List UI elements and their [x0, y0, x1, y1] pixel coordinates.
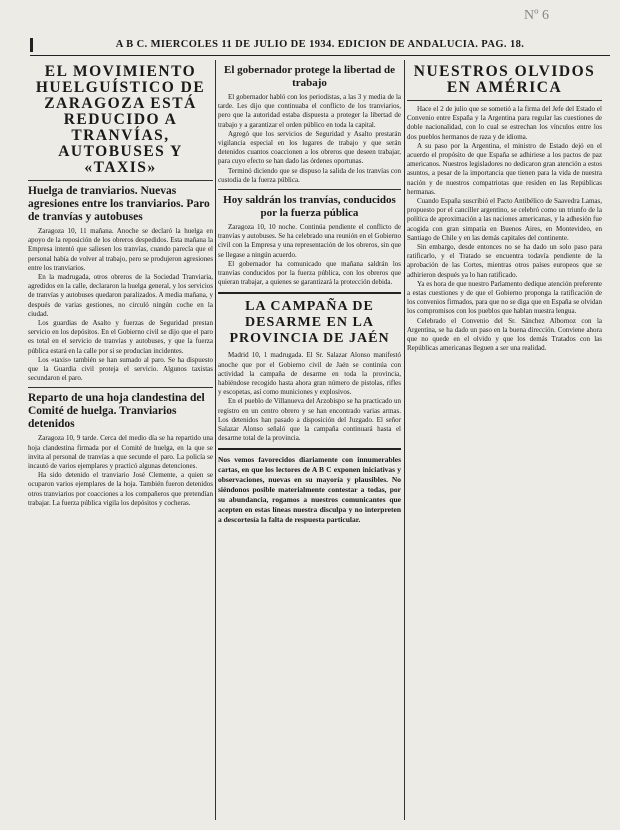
headline-olvidos-america: NUESTROS OLVIDOS EN AMÉRICA: [413, 63, 596, 96]
article-paragraph: Celebrado el Convenio del Sr. Sánchez Albornoz con la Argentina, se ha dado un paso en la buena dirección. Conviene ahora que no quede en el olvido y que los demás Tratados con las Repúblicas americanas lleguen a ser una realidad.: [407, 316, 602, 353]
article-paragraph: Madrid 10, 1 madrugada. El Sr. Salazar Alonso manifestó anoche que por el Gobierno civil de Jaén se continúa con actividad la campaña de desarme en toda la provincia, habiéndose recogido hasta ahora gran número de pistolas, rifles y escopetas, así como municiones y explosivos.: [218, 351, 401, 397]
subhead-hoja-clandestina: Reparto de una hoja clandestina del Comité de huelga. Tranviarios detenidos: [28, 392, 205, 431]
article-paragraph: Zaragoza 10, 10 noche. Continúa pendiente el conflicto de tranvías y autobuses. Se ha celebrado una reunión en el Gobierno civil con la Empresa y una representación de los obreros, sin que se llegase a ningún acuerdo.: [218, 223, 401, 259]
divider: [218, 292, 401, 294]
divider: [218, 448, 401, 450]
article-paragraph: Cuando España suscribió el Pacto Antibélico de Saavedra Lamas, propuesto por el canciller argentino, se celebró como un triunfo de la política de aproximación a las naciones americanas, y la adhesión fue acogida con gran simpatía en Buenos Aires, en Montevideo, en Santiago de Chile y en las demás capitales del continente.: [407, 197, 602, 242]
article-paragraph: Hace el 2 de julio que se sometió a la firma del Jefe del Estado el Convenio entre España y la Argentina para regular las cuestiones de doble nacionalidad, con lo cual se estrechan los vínculos entre los dos pueblos hermanos de raza y de idioma.: [407, 105, 602, 141]
column-rule-1: [215, 60, 216, 820]
divider: [28, 387, 213, 388]
article-paragraph: En el pueblo de Villanueva del Arzobispo se ha practicado un registro en un centro obrero y se han encontrado varias armas. Los detenidos han pasado a disposición del Juzgado. El señor Salazar Alonso señaló que la campaña continuará hasta el desarme total de la provincia.: [218, 397, 401, 443]
headline-gobernador: El gobernador protege la libertad de trabajo: [223, 64, 395, 89]
subhead-tranviarios: Huelga de tranviarios. Nuevas agresiones entre los tranviarios. Paro de tranvías y autobuses: [28, 185, 210, 223]
headline-huelga-zaragoza: EL MOVIMIENTO HUELGUÍSTICO DE ZARAGOZA ESTÁ REDUCIDO A TRANVÍAS, AUTOBUSES Y «TAXIS»: [35, 63, 206, 176]
headline-desarme-jaen: LA CAMPAÑA DE DESARME EN LA PROVINCIA DE JAÉN: [229, 299, 390, 347]
divider: [407, 100, 602, 101]
column-2: [218, 60, 401, 822]
article-paragraph: A su paso por la Argentina, el ministro de Estado dejó en el acuerdo el propósito de que España se adhiriese a los pactos de paz americanos. Nuestros legisladores no dedicaron gran atención a estos asuntos, a pesar de la importancia que tienen para la vida de nuestra nación y de nuestros compatriotas que residen en las Repúblicas hermanas.: [407, 141, 602, 196]
article-paragraph: Los guardias de Asalto y fuerzas de Seguridad prestan servicio en los depósitos. En el Gobierno civil se dijo que el paro es total en el servicio de tranvías y autobuses, y que la fuerza pública estará en la calle por si se producían incidentes.: [28, 319, 213, 355]
article-paragraph: Terminó diciendo que se dispuso la salida de los tranvías con custodia de la fuerza pública.: [218, 166, 401, 184]
article-paragraph: En la madrugada, otros obreros de la Sociedad Tranviaria, agredidos en la calle, declararon la huelga general, y los servicios de tranvías y autobuses quedaron paralizados. A media mañana, y después de varias gestiones, no circuló ningún coche en la ciudad.: [28, 273, 213, 318]
divider: [218, 189, 401, 190]
column-3: [407, 60, 602, 822]
article-paragraph: Zaragoza 10, 11 mañana. Anoche se declaró la huelga en apoyo de la reposición de los obreros despedidos. Esta mañana la Empresa intentó que saliesen los tranvías, cuando parecía que el personal había de volver al trabajo, pero se produjeron agresiones entre los tranviarios.: [28, 227, 213, 272]
column-1: [28, 60, 213, 822]
corner-scribble: Nº 6: [524, 8, 549, 23]
column-rule-2: [404, 60, 405, 820]
article-paragraph: Agregó que los servicios de Seguridad y Asalto prestarán vigilancia especial en los lugares de trabajo y que serán detenidos cuantos coaccionen a los obreros que deseen trabajar, para cuyo efecto se han dado las órdenes oportunas.: [218, 129, 401, 166]
article-paragraph: Zaragoza 10, 9 tarde. Cerca del medio día se ha repartido una hoja clandestina firmada por el Comité de huelga, en la que se invita al personal de tranvías a que secunde el paro. La policía se incautó de varios ejemplares y practicó algunas detenciones.: [28, 434, 213, 471]
notice-text: Nos vemos favorecidos diariamente con innumerables cartas, en que los lectores de A B C exponen iniciativas y observaciones, nuevas en su mayoría y plausibles. No siéndonos posible materialmente contestar a todas, por su abundancia, rogamos a nuestros comunicantes que acepten en estas líneas nuestra disculpa y no interpreten a descortesía la falta de respuesta particular.: [218, 455, 401, 525]
notice-to-readers: [218, 455, 401, 525]
article-paragraph: Ya es hora de que nuestro Parlamento dedique atención preferente a estas cuestiones y de que el Gobierno proponga la ratificación de los convenios firmados, para que no se diga que en España se olvidan los compromisos con los pueblos que hablan nuestra lengua.: [407, 279, 602, 316]
article-paragraph: El gobernador ha comunicado que mañana saldrán los tranvías conducidos por la fuerza pública, con los obreros que quieran trabajar, a quienes se garantizará la protección debida.: [218, 259, 401, 287]
article-paragraph: Sin embargo, desde entonces no se ha dado un solo paso para ratificarlo, y el Tratado se encuentra todavía pendiente de la aprobación de las Cortes, mientras otros países europeos que se adhirieron después ya lo han ratificado.: [407, 243, 602, 279]
article-paragraph: Ha sido detenido el tranviario José Clemente, a quien se ocuparon varios ejemplares de la hoja. También fueron detenidos otros tranviarios por coacciones a los compañeros que pretendían trabajar. La fuerza pública vigila los depósitos y cocheras.: [28, 471, 213, 507]
article-paragraph: Los «taxis» también se han sumado al paro. Se ha dispuesto que la Guardia civil proteja el servicio. Algunos taxistas secundaron el paro.: [28, 355, 213, 383]
divider: [28, 180, 213, 181]
article-paragraph: El gobernador habló con los periodistas, a las 3 y media de la tarde. Les dijo que continuaba el conflicto de los tranviarios, pero que la autoridad estaba dispuesta a proteger la libertad de trabajo y a garantizar el orden público en toda la capital.: [218, 93, 401, 129]
running-header: A B C. MIERCOLES 11 DE JULIO DE 1934. EDICION DE ANDALUCIA. PAG. 18.: [30, 39, 610, 56]
headline-tranvias-hoy: Hoy saldrán los tranvías, conducidos por la fuerza pública: [223, 194, 396, 219]
